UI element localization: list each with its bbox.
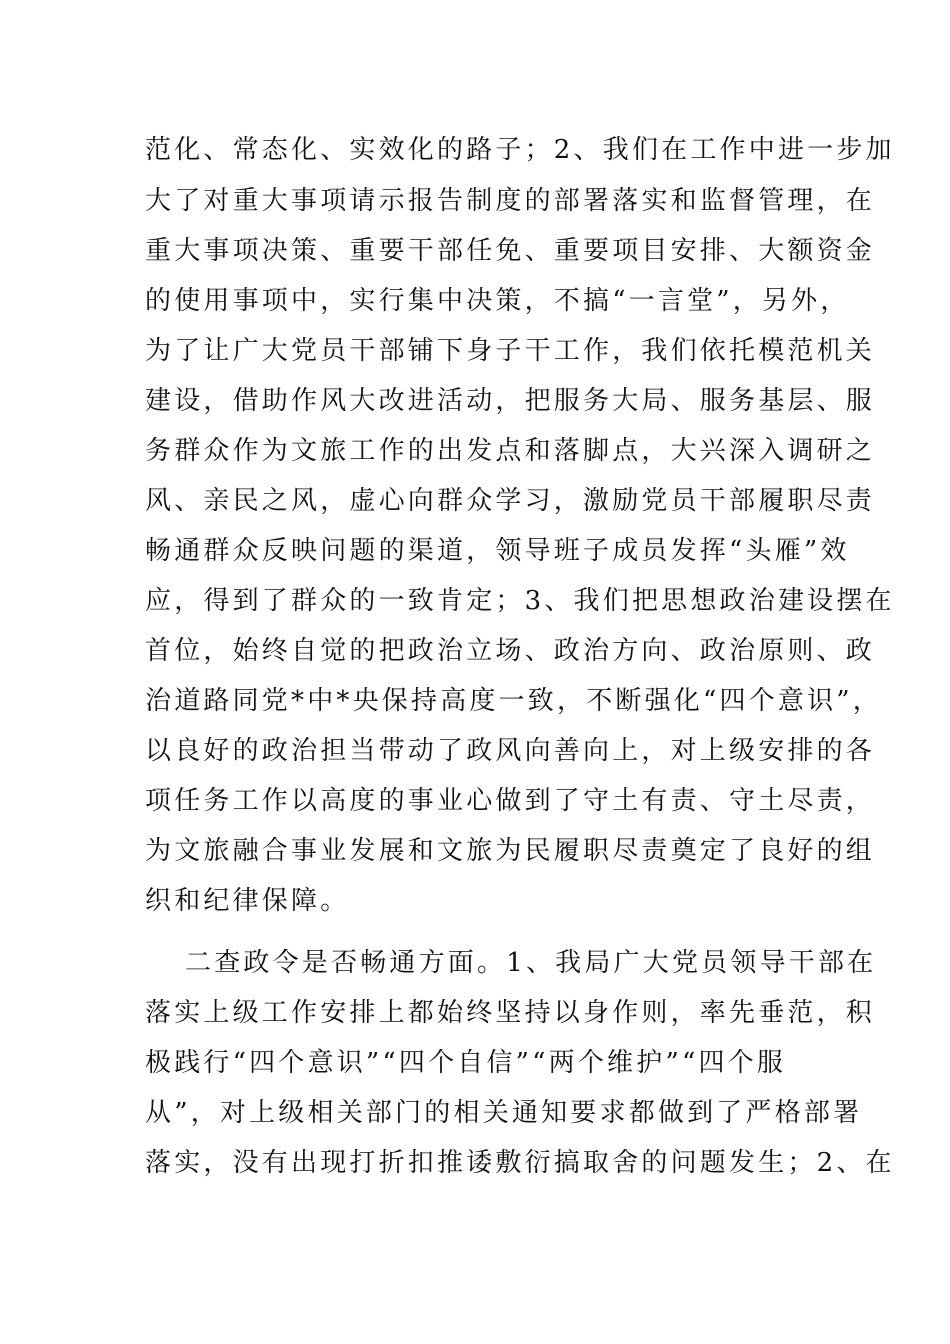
text-line: 的使用事项中，实行集中决策，不搞“一言堂”，另外， [145,286,850,316]
text-line: 落实，没有出现打折扣推诿敷衍搞取舍的问题发生；2、在 [145,1148,895,1178]
text-line: 务群众作为文旅工作的出发点和落脚点，大兴深入调研之 [145,436,876,466]
text-line: 为文旅融合事业发展和文旅为民履职尽责奠定了良好的组 [145,836,876,866]
text-line: 建设，借助作风大改进活动，把服务大局、服务基层、服 [145,386,876,416]
text-line: 从”，对上级相关部门的相关通知要求都做到了严格部署 [145,1098,863,1128]
text-line: 大了对重大事项请示报告制度的部署落实和监督管理，在 [145,186,876,216]
text-line: 治道路同党*中*央保持高度一致，不断强化“四个意识”， [145,686,882,716]
text-line: 应，得到了群众的一致肯定；3、我们把思想政治建设摆在 [145,586,895,616]
text-line: 落实上级工作安排上都始终坚持以身作则，率先垂范，积 [145,998,876,1028]
paragraph-first-line: 二查政令是否畅通方面。1、我局广大党员领导干部在 [185,948,877,978]
text-line: 项任务工作以高度的事业心做到了守土有责、守土尽责， [145,786,876,816]
text-line: 以良好的政治担当带动了政风向善向上，对上级安排的各 [145,736,876,766]
text-line: 重大事项决策、重要干部任免、重要项目安排、大额资金 [145,236,876,266]
text-line: 织和纪律保障。 [145,886,350,916]
text-line: 风、亲民之风，虚心向群众学习，激励党员干部履职尽责 [145,486,876,516]
text-line: 极践行“四个意识”“四个自信”“两个维护”“四个服 [145,1048,787,1078]
text-line: 为了让广大党员干部铺下身子干工作，我们依托模范机关 [145,336,876,366]
text-line: 范化、常态化、实效化的路子；2、我们在工作中进一步加 [145,135,895,165]
text-line: 畅通群众反映问题的渠道，领导班子成员发挥“头雁”效 [145,536,850,566]
text-line: 首位，始终自觉的把政治立场、政治方向、政治原则、政 [145,636,876,666]
